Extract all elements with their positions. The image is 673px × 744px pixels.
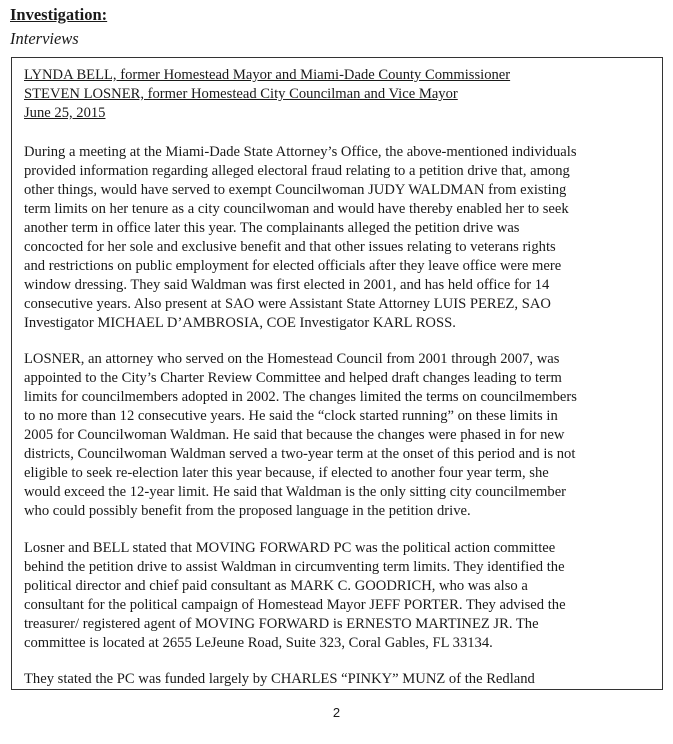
paragraph-line: window dressing. They said Waldman was first elected in 2001, and has held office for 14 [24,277,550,293]
paragraph-line: Investigator MICHAEL D’AMBROSIA, COE Investigator KARL ROSS. [24,315,456,331]
paragraph-line: concocted for her sole and exclusive benefit and that other issues relating to veterans rights [24,239,556,255]
paragraph-line: districts, Councilwoman Waldman served a two-year term at the onset of this period and is not [24,446,576,462]
paragraph-line: and restrictions on public employment for elected officials after they leave office were mere [24,258,562,274]
paragraph-line: term limits on her tenure as a city councilwoman and would have thereby enabled her to seek [24,201,569,217]
page-number: 2 [332,705,341,720]
paragraph-line: other things, would have served to exempt Councilwoman JUDY WALDMAN from existing [24,182,567,198]
paragraph-line: eligible to seek re-election later this year because, if elected to another four year term, she [24,465,549,481]
paragraph-line: to no more than 12 consecutive years. He said the “clock started running” on these limits in [24,408,558,424]
paragraph-line: behind the petition drive to assist Waldman in circumventing term limits. They identified the [24,559,565,575]
paragraph-1 [24,143,654,333]
section-heading: Investigation: [10,5,108,24]
paragraph-line: committee is located at 2655 LeJeune Road, Suite 323, Coral Gables, FL 33134. [24,635,493,651]
paragraph-line: appointed to the City’s Charter Review Committee and helped draft changes leading to term [24,370,562,386]
paragraph-line: Losner and BELL stated that MOVING FORWARD PC was the political action committee [24,540,556,556]
interview-box [11,57,663,690]
paragraph-line: provided information regarding alleged electoral fraud relating to a petition drive that, among [24,163,570,179]
subject-line-losner: STEVEN LOSNER, former Homestead City Councilman and Vice Mayor [24,86,458,102]
subheading: Interviews [10,29,79,48]
paragraph-line: treasurer/ registered agent of MOVING FORWARD is ERNESTO MARTINEZ JR. The [24,616,539,632]
interview-date: June 25, 2015 [24,105,106,121]
paragraph-line: During a meeting at the Miami-Dade State Attorney’s Office, the above-mentioned individuals [24,144,577,160]
paragraph-3 [24,539,654,653]
paragraph-line: who could possibly benefit from the proposed language in the petition drive. [24,503,471,519]
subject-line-bell: LYNDA BELL, former Homestead Mayor and Miami-Dade County Commissioner [24,67,511,83]
paragraph-4 [24,670,654,689]
paragraph-line: political director and chief paid consultant as MARK C. GOODRICH, who was also a [24,578,528,594]
paragraph-line: limits for councilmembers adopted in 2002. The changes limited the terms on councilmembers [24,389,577,405]
paragraph-line: would exceed the 12-year limit. He said that Waldman is the only sitting city councilmember [24,484,567,500]
paragraph-line: consecutive years. Also present at SAO were Assistant State Attorney LUIS PEREZ, SAO [24,296,551,312]
paragraph-line: consultant for the political campaign of Homestead Mayor JEFF PORTER. They advised the [24,597,566,613]
paragraph-line: 2005 for Councilwoman Waldman. He said that because the changes were phased in for new [24,427,565,443]
paragraph-2 [24,350,654,521]
paragraph-line: another term in office later this year. The complainants alleged the petition drive was [24,220,520,236]
paragraph-line: They stated the PC was funded largely by CHARLES “PINKY” MUNZ of the Redland [24,671,535,687]
paragraph-line: LOSNER, an attorney who served on the Homestead Council from 2001 through 2007, was [24,351,560,367]
